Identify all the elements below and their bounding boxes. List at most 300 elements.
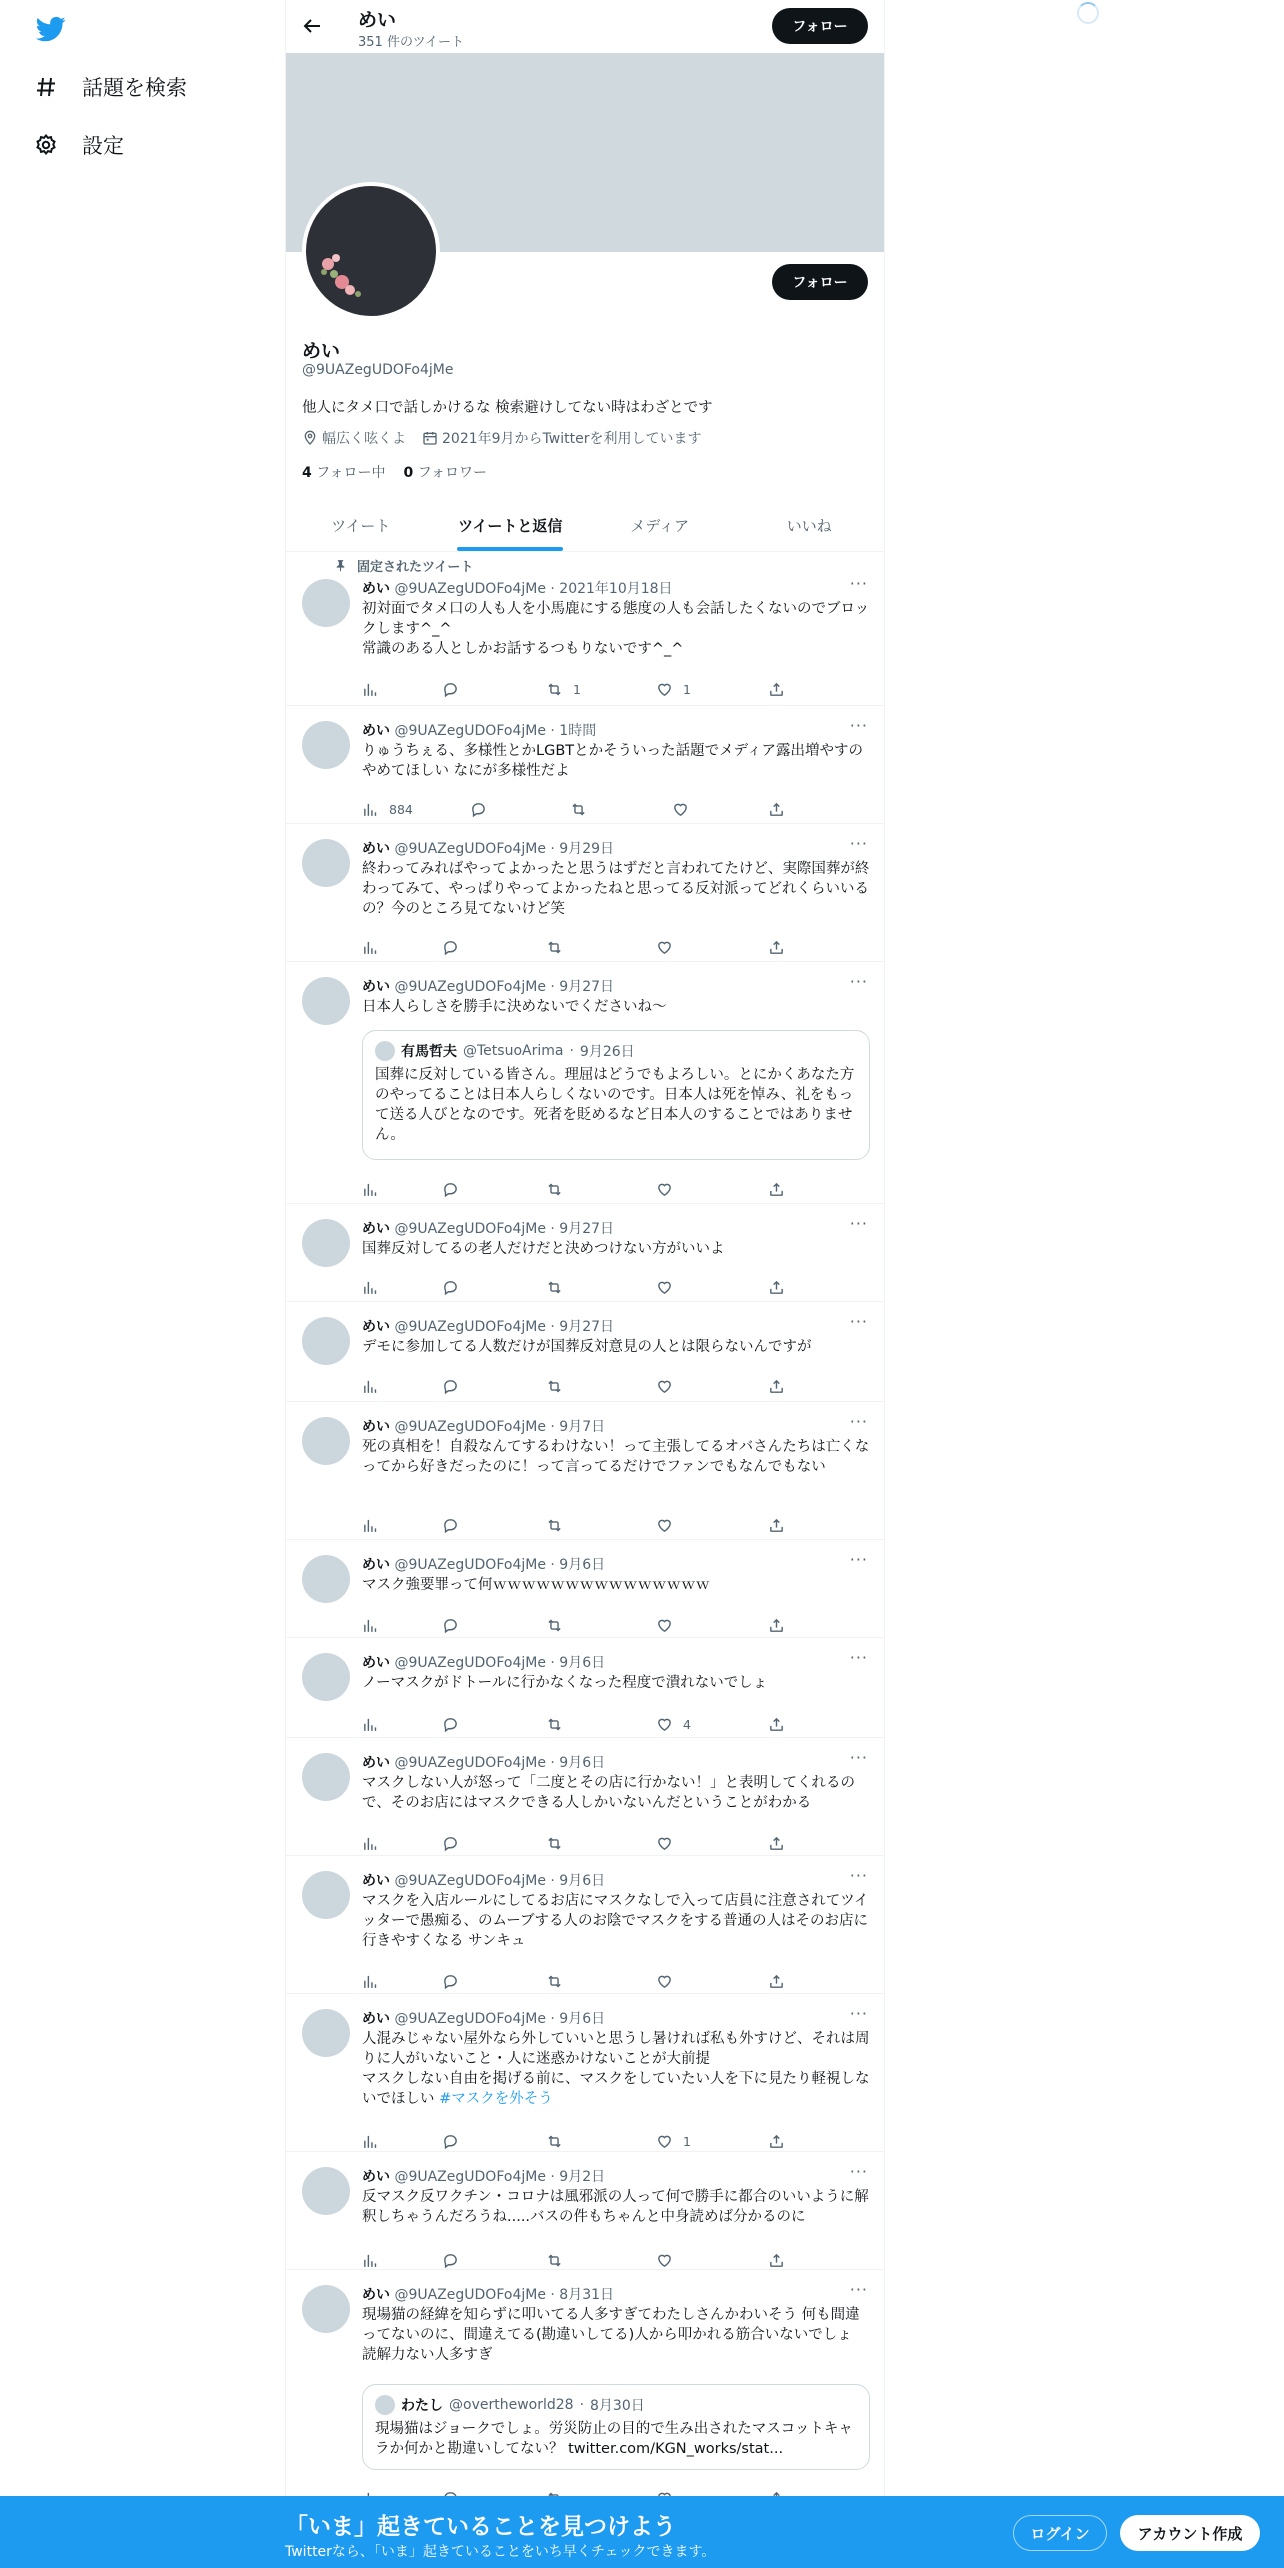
share-button[interactable] [768, 1181, 785, 1198]
tweet-avatar[interactable] [302, 2285, 350, 2333]
retweet-button[interactable] [546, 1973, 573, 1990]
reply-button[interactable] [470, 801, 487, 818]
retweet-button[interactable] [546, 1835, 573, 1852]
reply-button[interactable] [442, 681, 459, 698]
tweet[interactable] [286, 962, 884, 1204]
share-icon [768, 1716, 785, 1733]
share-icon [768, 1617, 785, 1634]
tweet-header: めい @9UAZegUDOFo4jMe · 9月6日 [362, 1873, 606, 1889]
reply-icon [442, 2133, 459, 2150]
retweet-icon [546, 1835, 563, 1852]
quoted-date: 8月30日 [590, 2398, 645, 2414]
tweet-author-handle[interactable]: @9UAZegUDOFo4jMe [394, 1319, 546, 1335]
views-button[interactable] [362, 1279, 389, 1296]
tweet-date[interactable]: 9月6日 [559, 2011, 606, 2027]
views-button[interactable] [362, 1973, 389, 1990]
like-button[interactable] [656, 1181, 683, 1198]
tweet-date[interactable]: 9月29日 [559, 841, 615, 857]
tweet-date[interactable]: 1時間 [559, 723, 597, 739]
tweet[interactable] [286, 1302, 884, 1402]
tweet-date[interactable]: 9月27日 [559, 979, 615, 995]
retweet-count: 1 [573, 682, 581, 697]
views-icon [362, 1378, 379, 1395]
loading-spinner-icon [1077, 2, 1099, 24]
views-icon [362, 681, 379, 698]
views-button[interactable] [362, 1378, 389, 1395]
more-options-icon[interactable]: ··· [849, 716, 868, 735]
retweet-button[interactable] [546, 2252, 573, 2269]
tweet-text [362, 599, 870, 659]
quoted-tweet-header: わたし @overtheworld28 · 8月30日 [375, 2395, 645, 2415]
tweet-header: めい @9UAZegUDOFo4jMe · 2021年10月18日 [362, 581, 673, 597]
tab-media[interactable]: メディア [630, 517, 690, 535]
tweet-text-content: デモに参加してる人数だけが国葬反対意見の人とは限らないんですが [362, 1339, 812, 1355]
reply-button[interactable] [442, 2252, 459, 2269]
reply-button[interactable] [442, 1181, 459, 1198]
tweet[interactable] [286, 824, 884, 962]
retweet-button[interactable] [546, 1517, 573, 1534]
reply-button[interactable] [442, 1973, 459, 1990]
tweet-text [362, 1673, 870, 1693]
heart-icon [656, 681, 673, 698]
reply-icon [470, 801, 487, 818]
tweet-date[interactable]: 8月31日 [559, 2287, 615, 2303]
quoted-author-handle: @overtheworld28 [449, 2397, 574, 2413]
more-options-icon[interactable]: ··· [849, 834, 868, 853]
pin-icon [334, 559, 347, 572]
tweet-avatar[interactable] [302, 1871, 350, 1919]
tweet-date[interactable]: 9月27日 [559, 1319, 615, 1335]
more-options-icon[interactable]: ··· [849, 1550, 868, 1569]
views-icon [362, 1517, 379, 1534]
share-button[interactable] [768, 801, 785, 818]
tweet-author-name[interactable]: めい [362, 1419, 390, 1435]
signup-banner [0, 2496, 1284, 2568]
signup-subtitle: Twitterなら、「いま」起きていることをいち早くチェックできます。 [285, 2544, 716, 2560]
twitter-logo-icon[interactable] [34, 14, 68, 44]
more-options-icon[interactable]: ··· [849, 574, 868, 593]
heart-icon [656, 1716, 673, 1733]
retweet-icon [546, 2252, 563, 2269]
tweet-author-name[interactable]: めい [362, 581, 390, 597]
quoted-avatar [375, 2395, 395, 2415]
tweet-actions [362, 1973, 802, 1993]
heart-icon [656, 1181, 673, 1198]
views-button[interactable] [362, 681, 389, 698]
tweet-text-content: マスクしない人が怒って「二度とその店に行かない！」と表明してくれるので、そのお店にはマスクできる人しかいないんだということがわかる [362, 1775, 855, 1811]
more-options-icon[interactable]: ··· [849, 2162, 868, 2181]
like-count: 4 [683, 1717, 691, 1732]
tweet-actions [362, 1617, 802, 1637]
tweet-text [362, 2187, 870, 2227]
like-button[interactable] [672, 801, 699, 818]
share-icon [768, 939, 785, 956]
retweet-icon [546, 1279, 563, 1296]
tweet-author-name[interactable]: めい [362, 2169, 390, 2185]
retweet-icon [546, 1617, 563, 1634]
profile-name: めい [302, 340, 341, 362]
share-icon [768, 1279, 785, 1296]
tweet-text-content: 現場猫の経緯を知らずに叩いてる人多すぎてわたしさんかわいそう 何も間違ってないのに、間違えてる(勘違いしてる)人から叩かれる筋合いないでしょ 読解力ない人多すぎ [362, 2307, 860, 2363]
share-button[interactable] [768, 1378, 785, 1395]
reply-icon [442, 1378, 459, 1395]
tweet-header: めい @9UAZegUDOFo4jMe · 9月27日 [362, 1319, 615, 1335]
reply-icon [442, 1835, 459, 1852]
retweet-icon [546, 1181, 563, 1198]
header-tweet-count: 351 件のツイート [358, 35, 465, 50]
tweet-author-name[interactable]: めい [362, 1557, 390, 1573]
more-options-icon[interactable]: ··· [849, 1866, 868, 1885]
tweet-author-handle[interactable]: @9UAZegUDOFo4jMe [394, 979, 546, 995]
tweet-avatar[interactable] [302, 1317, 350, 1365]
tweet-author-handle[interactable]: @9UAZegUDOFo4jMe [394, 581, 546, 597]
tweet-author-name[interactable]: めい [362, 2287, 390, 2303]
gear-icon [34, 133, 58, 157]
reply-button[interactable] [442, 1378, 459, 1395]
back-arrow-icon[interactable] [300, 14, 324, 38]
tweet-date[interactable]: 9月6日 [559, 1755, 606, 1771]
retweet-button[interactable] [546, 1181, 573, 1198]
followers-link[interactable] [404, 462, 488, 482]
tweet-avatar[interactable] [302, 2167, 350, 2215]
tweet-author-handle[interactable]: @9UAZegUDOFo4jMe [394, 841, 546, 857]
login-button[interactable]: ログイン [1013, 2515, 1107, 2551]
tweet[interactable] [286, 1856, 884, 1994]
share-icon [768, 2252, 785, 2269]
reply-button[interactable] [442, 2133, 459, 2150]
share-button[interactable] [768, 939, 785, 956]
tweet-avatar[interactable] [302, 977, 350, 1025]
tab-tweets-and-replies[interactable]: ツイートと返信 [436, 500, 586, 551]
tweet-header: めい @9UAZegUDOFo4jMe · 9月27日 [362, 979, 615, 995]
tweet-text-content: 国葬反対してるの老人だけだと決めつけない方がいいよ [362, 1241, 725, 1257]
tweet-text [362, 1891, 870, 1951]
tweet-header: めい @9UAZegUDOFo4jMe · 9月6日 [362, 1557, 606, 1573]
tweet-date[interactable]: 2021年10月18日 [559, 581, 673, 597]
views-icon [362, 801, 379, 818]
heart-icon [656, 2252, 673, 2269]
reply-icon [442, 1716, 459, 1733]
profile-tabs [286, 500, 884, 552]
profile-handle: @9UAZegUDOFo4jMe [302, 362, 454, 378]
profile-avatar[interactable] [302, 182, 440, 320]
tweet-author-handle[interactable]: @9UAZegUDOFo4jMe [394, 2169, 546, 2185]
tweet-author-name[interactable]: めい [362, 1873, 390, 1889]
retweet-button[interactable] [546, 1716, 573, 1733]
tweet-date[interactable]: 9月2日 [559, 2169, 606, 2185]
tweet[interactable] [286, 706, 884, 824]
heart-icon [656, 939, 673, 956]
profile-location-text: 幅広く呟くよ [322, 431, 406, 447]
heart-icon [656, 1279, 673, 1296]
more-options-icon[interactable]: ··· [849, 972, 868, 991]
tweet-text-content: 初対面でタメ口の人も人を小馬鹿にする態度の人も会話したくないのでブロックします^_^ 常識のある人としかお話するつもりないです^_^ [362, 601, 870, 657]
share-button[interactable] [768, 2133, 785, 2150]
more-options-icon[interactable]: ··· [849, 1214, 868, 1233]
profile-joined [422, 428, 701, 448]
like-button[interactable] [656, 1279, 683, 1296]
quoted-tweet-header: 有馬哲夫 @TetsuoArima · 9月26日 [375, 1041, 635, 1061]
tweet-text [362, 1239, 870, 1259]
share-icon [768, 681, 785, 698]
tweet-header: めい @9UAZegUDOFo4jMe · 9月6日 [362, 2011, 606, 2027]
tweet-actions [362, 2252, 802, 2272]
tweet-actions [362, 1279, 802, 1299]
tweet-avatar[interactable] [302, 1555, 350, 1603]
like-button[interactable] [656, 939, 683, 956]
tweet-date[interactable]: 9月27日 [559, 1221, 615, 1237]
retweet-button[interactable] [546, 681, 581, 698]
nav-explore[interactable] [34, 72, 187, 102]
tweet-actions [362, 681, 802, 701]
tweet-text [362, 997, 870, 1017]
retweet-icon [546, 1517, 563, 1534]
reply-icon [442, 1279, 459, 1296]
hashtag-icon [34, 75, 58, 99]
tweet-avatar[interactable] [302, 839, 350, 887]
views-button[interactable] [362, 1835, 389, 1852]
tweet-author-handle[interactable]: @9UAZegUDOFo4jMe [394, 1755, 546, 1771]
tweet-text-content: ノーマスクがドトールに行かなくなった程度で潰れないでしょ [362, 1675, 768, 1691]
retweet-button[interactable] [570, 801, 597, 818]
tweet-author-handle[interactable]: @9UAZegUDOFo4jMe [394, 1873, 546, 1889]
tweet-avatar[interactable] [302, 1653, 350, 1701]
share-button[interactable] [768, 2252, 785, 2269]
retweet-icon [546, 1716, 563, 1733]
quoted-tweet[interactable] [362, 1030, 870, 1160]
tweet[interactable] [286, 572, 884, 706]
reply-icon [442, 1617, 459, 1634]
follow-button[interactable]: フォロー [772, 264, 868, 300]
header-name: めい [358, 9, 397, 31]
reply-icon [442, 1181, 459, 1198]
tweet-text [362, 1437, 870, 1477]
tweet[interactable] [286, 2152, 884, 2270]
share-icon [768, 1973, 785, 1990]
share-button[interactable] [768, 681, 785, 698]
retweet-button[interactable] [546, 939, 573, 956]
profile-meta [302, 428, 701, 448]
pinned-text: 固定されたツイート [357, 560, 474, 575]
views-icon [362, 2252, 379, 2269]
hashtag-link[interactable]: #マスクを外そう [439, 2091, 553, 2107]
tweet-text-content: 終わってみればやってよかったと思うはずだと言われてたけど、実際国葬が終わってみて、やっぱりやってよかったねと思ってる反対派ってどれくらいいるの？今のところ見てないけど笑 [362, 861, 870, 917]
reply-button[interactable] [442, 939, 459, 956]
tweet-author-name[interactable]: めい [362, 723, 390, 739]
views-button[interactable] [362, 2133, 389, 2150]
share-button[interactable] [768, 1835, 785, 1852]
tweet-avatar[interactable] [302, 1753, 350, 1801]
follow-stats [302, 462, 487, 482]
more-options-icon[interactable]: ··· [849, 1748, 868, 1767]
views-button[interactable] [362, 1517, 389, 1534]
tweet-avatar[interactable] [302, 579, 350, 627]
share-button[interactable] [768, 1617, 785, 1634]
retweet-icon [546, 939, 563, 956]
tweet-avatar[interactable] [302, 1219, 350, 1267]
retweet-icon [546, 1378, 563, 1395]
more-options-icon[interactable]: ··· [849, 1312, 868, 1331]
tweet-author-handle[interactable]: @9UAZegUDOFo4jMe [394, 1221, 546, 1237]
tweet-text-content: マスクを入店ルールにしてるお店にマスクなしで入って店員に注意されてツイッターで愚痴る、のムーブする人のお陰でマスクをする普通の人はそのお店に行きやすくなる サンキュ [362, 1893, 869, 1949]
tweet-text [362, 2029, 870, 2109]
signup-button[interactable]: アカウント作成 [1120, 2515, 1260, 2551]
tweet-text-content: 死の真相を！自殺なんてするわけない！って主張してるオバさんたちは亡くなってから好きだったのに！って言ってるだけでファンでもなんでもない [362, 1439, 870, 1475]
tweet-author-name[interactable]: めい [362, 979, 390, 995]
quoted-tweet[interactable] [362, 2384, 870, 2470]
tweet-author-name[interactable]: めい [362, 1221, 390, 1237]
tweet-date[interactable]: 9月7日 [559, 1419, 606, 1435]
like-count: 1 [683, 682, 691, 697]
share-button[interactable] [768, 1716, 785, 1733]
tweet-author-handle[interactable]: @9UAZegUDOFo4jMe [394, 1419, 546, 1435]
reply-icon [442, 681, 459, 698]
reply-button[interactable] [442, 1716, 459, 1733]
tweet-actions [362, 1835, 802, 1855]
followers-label: フォロワー [417, 465, 488, 481]
tweet-header: めい @9UAZegUDOFo4jMe · 9月29日 [362, 841, 615, 857]
views-button[interactable] [362, 1181, 389, 1198]
tweet-author-handle[interactable]: @9UAZegUDOFo4jMe [394, 723, 546, 739]
like-button[interactable] [656, 1378, 683, 1395]
tweet-author-name[interactable]: めい [362, 841, 390, 857]
tweet-date[interactable]: 9月6日 [559, 1557, 606, 1573]
share-button[interactable] [768, 1973, 785, 1990]
reply-icon [442, 2252, 459, 2269]
tweet-date[interactable]: 9月6日 [559, 1655, 606, 1671]
share-button[interactable] [768, 1279, 785, 1296]
views-button[interactable] [362, 939, 389, 956]
share-icon [768, 1378, 785, 1395]
share-icon [768, 1181, 785, 1198]
follow-button-top[interactable]: フォロー [772, 8, 868, 44]
more-options-icon[interactable]: ··· [849, 1412, 868, 1431]
tweet-text-content: 日本人らしさを勝手に決めないでくださいね〜 [362, 999, 667, 1015]
tweet-header: めい @9UAZegUDOFo4jMe · 9月27日 [362, 1221, 615, 1237]
like-button[interactable] [656, 2252, 683, 2269]
nav-settings[interactable] [34, 130, 124, 160]
tweet-author-name[interactable]: めい [362, 1655, 390, 1671]
tweet-author-handle[interactable]: @9UAZegUDOFo4jMe [394, 1655, 546, 1671]
reply-icon [442, 1517, 459, 1534]
flower-avatar-image [306, 186, 436, 316]
tweet[interactable] [286, 1638, 884, 1738]
share-icon [768, 2133, 785, 2150]
quoted-date: 9月26日 [579, 1044, 635, 1060]
like-button[interactable] [656, 1716, 691, 1733]
signup-title: 「いま」起きていることを見つけよう [285, 2514, 676, 2540]
retweet-icon [546, 2133, 563, 2150]
tweet-avatar[interactable] [302, 2009, 350, 2057]
retweet-button[interactable] [546, 2133, 573, 2150]
tweet-header: めい @9UAZegUDOFo4jMe · 9月6日 [362, 1655, 606, 1671]
views-icon [362, 1973, 379, 1990]
retweet-icon [546, 1973, 563, 1990]
tweet-actions [362, 1716, 802, 1736]
like-button[interactable] [656, 1973, 683, 1990]
reply-button[interactable] [442, 1279, 459, 1296]
reply-button[interactable] [442, 1617, 459, 1634]
views-button[interactable] [362, 2252, 389, 2269]
tweet[interactable] [286, 1204, 884, 1302]
reply-icon [442, 939, 459, 956]
retweet-button[interactable] [546, 1617, 573, 1634]
like-button[interactable] [656, 681, 691, 698]
retweet-button[interactable] [546, 1378, 573, 1395]
tweet-text [362, 859, 870, 919]
reply-button[interactable] [442, 1835, 459, 1852]
share-icon [768, 1835, 785, 1852]
heart-icon [656, 1835, 673, 1852]
followers-count: 0 [403, 465, 414, 481]
tab-tweets[interactable]: ツイート [331, 517, 391, 535]
more-options-icon[interactable]: ··· [849, 1648, 868, 1667]
more-options-icon[interactable]: ··· [849, 2280, 868, 2299]
tweet-header: めい @9UAZegUDOFo4jMe · 9月6日 [362, 1755, 606, 1771]
tab-likes[interactable]: いいね [786, 517, 832, 535]
tweet-author-handle[interactable]: @9UAZegUDOFo4jMe [394, 1557, 546, 1573]
views-count: 884 [389, 802, 413, 817]
tweet-author-name[interactable]: めい [362, 1755, 390, 1771]
tweet-avatar[interactable] [302, 721, 350, 769]
tweet-author-name[interactable]: めい [362, 2011, 390, 2027]
tweet-text [362, 741, 870, 781]
heart-icon [656, 1973, 673, 1990]
tweet-text-content: 反マスク反ワクチン・コロナは風邪派の人って何で勝手に都合のいいように解釈しちゃうんだろうね.....バスの件もちゃんと中身読めば分かるのに [362, 2189, 869, 2225]
calendar-icon [422, 430, 438, 446]
tweet-author-name[interactable]: めい [362, 1319, 390, 1335]
following-link[interactable] [302, 462, 386, 482]
retweet-button[interactable] [546, 1279, 573, 1296]
following-label: フォロー中 [316, 465, 386, 481]
tweet[interactable] [286, 1540, 884, 1638]
views-icon [362, 1617, 379, 1634]
tweet-text-content: 人混みじゃない屋外なら外していいと思うし暑ければ私も外すけど、それは周りに人がいないこと・人に迷惑かけないことが大前提 マスクしない自由を掲げる前に、マスクをしていたい人を下に見たり軽視しないでほしい [362, 2031, 870, 2107]
tweet-text [362, 2305, 870, 2365]
like-button[interactable] [656, 1517, 683, 1534]
like-button[interactable] [656, 1617, 683, 1634]
tweet-text [362, 1575, 870, 1595]
tweet[interactable] [286, 1402, 884, 1540]
tweet-avatar[interactable] [302, 1417, 350, 1465]
tweet-actions [362, 1181, 802, 1201]
tweet[interactable] [286, 1994, 884, 2152]
tweet-text-content: りゅうちぇる、多様性とかLGBTとかそういった話題でメディア露出増やすのやめてほしい なにが多様性だよ [362, 743, 863, 779]
tweet-header: めい @9UAZegUDOFo4jMe · 8月31日 [362, 2287, 615, 2303]
views-icon [362, 1181, 379, 1198]
like-button[interactable] [656, 2133, 691, 2150]
profile-bio: 他人にタメ口で話しかけるな 検索避けしてない時はわざとです [302, 400, 713, 416]
profile-joined-text: 2021年9月からTwitterを利用しています [442, 431, 702, 447]
views-button[interactable] [362, 1716, 389, 1733]
nav-settings-label: 設定 [82, 134, 124, 158]
tweet-date[interactable]: 9月6日 [559, 1873, 606, 1889]
like-button[interactable] [656, 1835, 683, 1852]
location-pin-icon [302, 430, 318, 446]
views-button[interactable] [362, 801, 413, 818]
more-options-icon[interactable]: ··· [849, 2004, 868, 2023]
tweet-author-handle[interactable]: @9UAZegUDOFo4jMe [394, 2011, 546, 2027]
reply-button[interactable] [442, 1517, 459, 1534]
tweet[interactable] [286, 1738, 884, 1856]
quoted-author-name: 有馬哲夫 [401, 1044, 457, 1060]
share-button[interactable] [768, 1517, 785, 1534]
views-button[interactable] [362, 1617, 389, 1634]
tweet-header: めい @9UAZegUDOFo4jMe · 9月7日 [362, 1419, 606, 1435]
profile-column [285, 0, 885, 2568]
views-icon [362, 1716, 379, 1733]
tweet-author-handle[interactable]: @9UAZegUDOFo4jMe [394, 2287, 546, 2303]
